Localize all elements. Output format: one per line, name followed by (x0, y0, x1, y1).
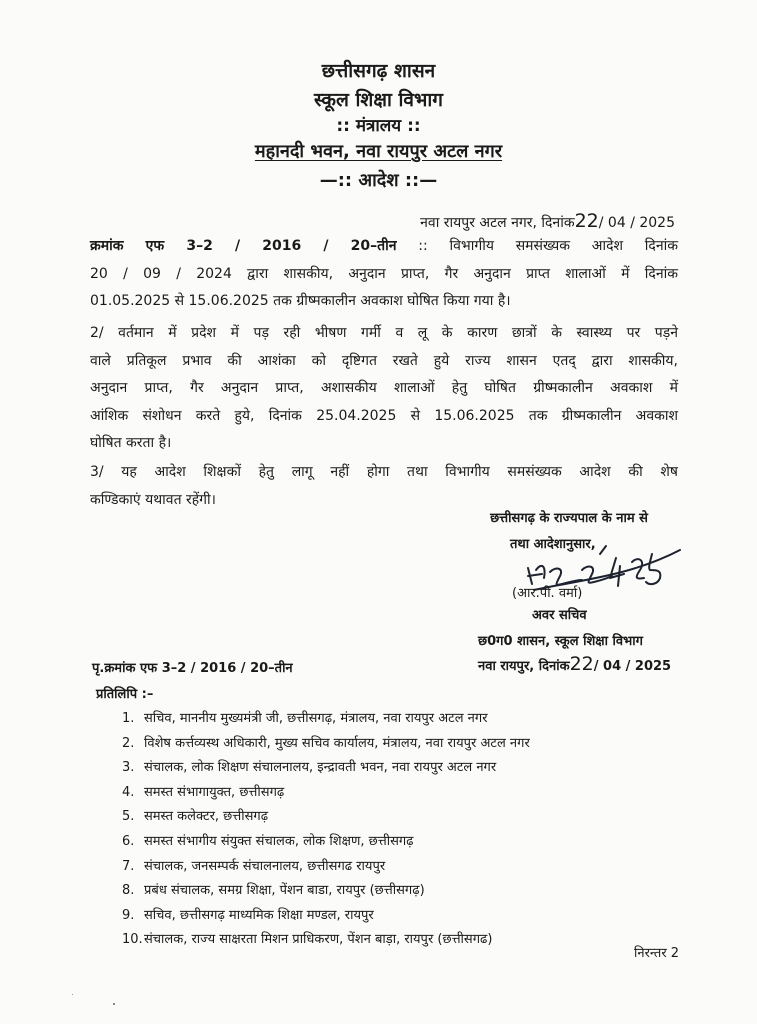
paragraph-3-line-1: 3/ यह आदेश शिक्षकों हेतु लागू नहीं होगा तथा विभागीय समसंख्यक आदेश की शेष (90, 464, 678, 480)
list-item-text: समस्त संभागीय संयुक्त संचालक, लोक शिक्षण, छत्तीसगढ़ (144, 833, 414, 849)
order-number: क्रमांक एफ 3–2 / 2016 / 20–तीन (90, 238, 397, 254)
list-item-text: सचिव, माननीय मुख्यमंत्री जी, छत्तीसगढ़, मंत्रालय, नवा रायपुर अटल नगर (144, 711, 488, 726)
list-item-number: 3. (122, 760, 135, 776)
list-item (122, 855, 530, 880)
list-item-number: 2. (122, 735, 135, 751)
list-item (122, 805, 530, 830)
list-item (122, 707, 530, 732)
list-item-text: प्रबंध संचालक, समग्र शिक्षा, पेंशन बाडा, रायपुर (छत्तीसगढ़) (144, 883, 425, 899)
paragraph-2-line-3: अनुदान प्राप्त, गैर अनुदान प्राप्त, अशासकीय शालाओं हेतु घोषित ग्रीष्मकालीन अवकाश में (90, 380, 678, 396)
list-item-number: 1. (122, 711, 135, 726)
dateline-prefix: नवा रायपुर अटल नगर, दिनांक (420, 215, 575, 231)
list-item-text: संचालक, जनसम्पर्क संचालनालय, छत्तीसगढ रायपुर (144, 858, 386, 874)
header-address-text: महानदी भवन, नवा रायपुर अटल नगर (254, 141, 503, 162)
paragraph-3-line-2: कण्डिकाएं यथावत रहेंगी। (90, 491, 216, 508)
signature-date-rest: / 04 / 2025 (593, 659, 672, 674)
list-item (122, 928, 530, 953)
signatory-designation: अवर सचिव (532, 608, 587, 623)
paragraph-3 (90, 459, 678, 514)
list-item-number: 9. (122, 907, 135, 923)
list-item (122, 830, 530, 855)
paragraph-1-line-2: 20 / 09 / 2024 द्वारा शासकीय, अनुदान प्राप्त, गैर अनुदान प्राप्त शालाओं में दिनांक (90, 265, 678, 282)
paragraph-2-line-5: घोषित करता है। (90, 435, 172, 451)
signature-order-line: तथा आदेशानुसार, (510, 537, 596, 552)
list-item-number: 4. (122, 784, 135, 800)
scan-speck (72, 994, 73, 995)
list-item-number: 8. (122, 883, 135, 899)
list-item (122, 756, 530, 781)
list-item (122, 781, 530, 806)
paragraph-1-line-1-rest: :: विभागीय समसंख्यक आदेश दिनांक (418, 238, 678, 254)
continued-marker: निरन्तर 2 (634, 946, 680, 961)
signatory-name: (आर.पी. वर्मा) (512, 586, 583, 601)
list-item (122, 904, 530, 929)
list-item-number: 10. (122, 932, 143, 948)
dateline-day: 22 (574, 210, 599, 232)
list-item-number: 5. (122, 809, 135, 825)
list-item (122, 732, 530, 757)
signatory-department: छ0ग0 शासन, स्कूल शिक्षा विभाग (478, 634, 643, 649)
signature-date-day: 22 (569, 653, 594, 675)
header-order-title: —:: आदेश ::— (319, 170, 438, 191)
paragraph-2 (90, 320, 678, 458)
signature-date-prefix: नवा रायपुर, दिनांक (478, 659, 570, 674)
paragraph-2-line-1: 2/ वर्तमान में प्रदेश में पड़ रही भीषण गर्मी व लू के कारण छात्रों के स्वास्थ्य पर पड़ने (90, 325, 678, 341)
list-item-number: 7. (122, 858, 135, 874)
signature-date (478, 653, 671, 675)
dateline-rest: / 04 / 2025 (598, 215, 675, 231)
header-government: छत्तीसगढ़ शासन (321, 60, 436, 82)
header-ministry: :: मंत्रालय :: (336, 116, 421, 136)
list-item-text: समस्त कलेक्टर, छत्तीसगढ़ (144, 809, 269, 825)
paragraph-1-line-3: 01.05.2025 से 15.06.2025 तक ग्रीष्मकालीन अवकाश घोषित किया गया है। (90, 293, 511, 309)
list-item-text: विशेष कर्त्तव्यस्थ अधिकारी, मुख्य सचिव कार्यालय, मंत्रालय, नवा रायपुर अटल नगर (144, 735, 530, 751)
header-department: स्कूल शिक्षा विभाग (314, 89, 443, 111)
list-item-text: समस्त संभागायुक्त, छत्तीसगढ़ (144, 784, 285, 800)
list-item-text: सचिव, छत्तीसगढ़ माध्यमिक शिक्षा मण्डल, रायपुर (144, 907, 374, 923)
paragraph-1-line-1 (90, 233, 678, 261)
order-dateline (420, 210, 675, 232)
header-address (0, 139, 757, 163)
paragraph-1 (90, 233, 678, 316)
list-item (122, 879, 530, 904)
copy-to-list (122, 707, 530, 953)
endorsement-number: पृ.क्रमांक एफ 3–2 / 2016 / 20–तीन (92, 661, 293, 676)
paragraph-2-line-4: आंशिक संशोधन करते हुये, दिनांक 25.04.2025 से 15.06.2025 तक ग्रीष्मकालीन अवकाश (90, 407, 678, 424)
signature-authority-line: छत्तीसगढ़ के राज्यपाल के नाम से (490, 511, 648, 526)
copy-to-title: प्रतिलिपि :– (96, 687, 154, 702)
scan-speck (113, 1003, 115, 1005)
list-item-text: संचालक, राज्य साक्षरता मिशन प्राधिकरण, पेंशन बाड़ा, रायपुर (छत्तीसगढ) (144, 932, 493, 948)
paragraph-2-line-2: वाले प्रतिकूल प्रभाव की आशंका को दृष्टिगत रखते हुये राज्य शासन एतद् द्वारा शासकीय, (90, 352, 678, 369)
list-item-text: संचालक, लोक शिक्षण संचालनालय, इन्द्रावती भवन, नवा रायपुर अटल नगर (144, 760, 497, 776)
list-item-number: 6. (122, 833, 135, 849)
